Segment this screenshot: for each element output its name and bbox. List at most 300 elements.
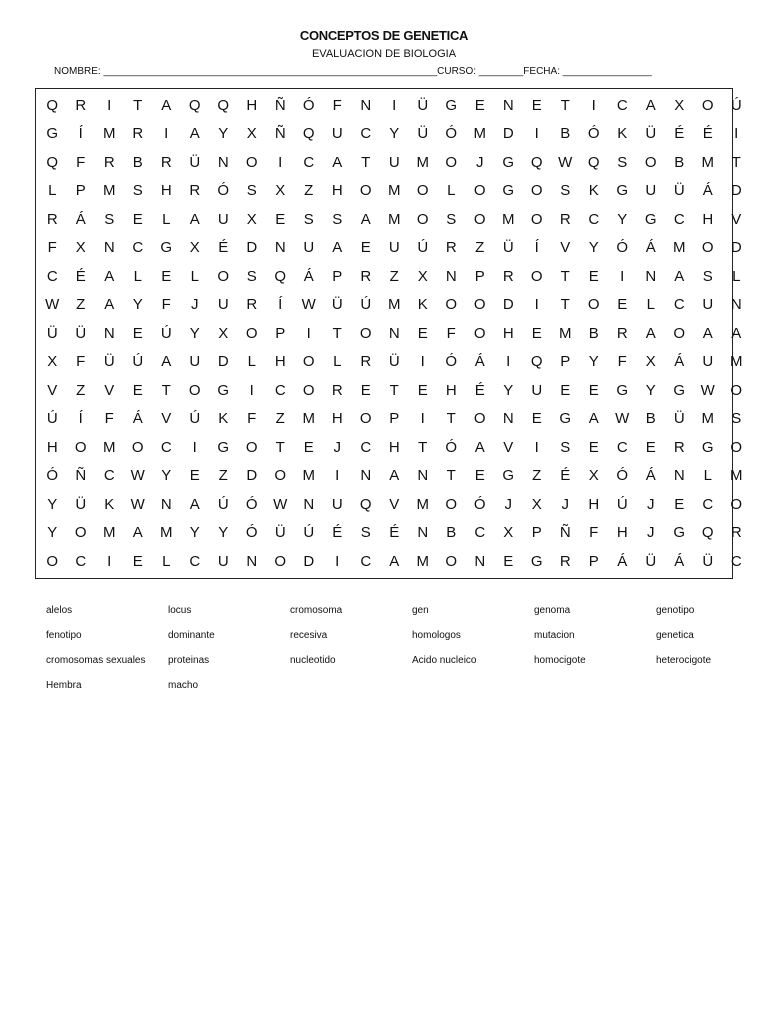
grid-letter[interactable]: O — [701, 239, 714, 257]
grid-letter[interactable]: C — [588, 210, 600, 228]
grid-letter[interactable]: J — [333, 438, 341, 456]
grid-letter[interactable]: Ú — [417, 239, 429, 257]
grid-letter[interactable]: M — [473, 125, 486, 143]
grid-letter[interactable]: N — [217, 153, 229, 171]
grid-letter[interactable]: Ó — [587, 125, 600, 143]
grid-letter[interactable]: R — [502, 267, 514, 285]
grid-letter[interactable]: H — [388, 438, 400, 456]
grid-letter[interactable]: M — [160, 524, 173, 542]
grid-letter[interactable]: X — [246, 125, 257, 143]
grid-letter[interactable]: C — [189, 552, 201, 570]
grid-letter[interactable]: Ü — [75, 324, 87, 342]
grid-letter[interactable]: Ü — [103, 353, 115, 371]
grid-letter[interactable]: N — [417, 524, 429, 542]
grid-letter[interactable]: A — [332, 239, 343, 257]
grid-letter[interactable]: C — [132, 239, 144, 257]
grid-letter[interactable]: Ú — [303, 524, 315, 542]
grid-letter[interactable]: M — [559, 324, 572, 342]
grid-letter[interactable]: G — [616, 381, 629, 399]
grid-letter[interactable]: M — [103, 438, 116, 456]
grid-letter[interactable]: Ü — [274, 524, 286, 542]
grid-letter[interactable]: Q — [274, 267, 287, 285]
grid-letter[interactable]: F — [332, 96, 342, 114]
grid-letter[interactable]: N — [388, 324, 400, 342]
grid-letter[interactable]: D — [303, 552, 315, 570]
grid-letter[interactable]: A — [645, 96, 656, 114]
grid-letter[interactable]: Ü — [645, 552, 657, 570]
grid-letter[interactable]: D — [502, 296, 514, 314]
grid-letter[interactable]: C — [360, 552, 372, 570]
grid-letter[interactable]: M — [730, 467, 743, 485]
grid-letter[interactable]: K — [104, 495, 115, 513]
grid-letter[interactable]: C — [616, 96, 628, 114]
grid-letter[interactable]: Ó — [245, 524, 258, 542]
grid-letter[interactable]: H — [588, 495, 600, 513]
grid-letter[interactable]: K — [417, 296, 428, 314]
grid-letter[interactable]: C — [274, 381, 286, 399]
grid-letter[interactable]: M — [103, 524, 116, 542]
grid-letter[interactable]: A — [474, 438, 485, 456]
grid-letter[interactable]: Ú — [616, 495, 628, 513]
grid-letter[interactable]: C — [702, 495, 714, 513]
grid-letter[interactable]: H — [502, 324, 514, 342]
grid-letter[interactable]: O — [730, 438, 743, 456]
grid-letter[interactable]: Á — [75, 210, 86, 228]
grid-letter[interactable]: M — [388, 182, 401, 200]
grid-letter[interactable]: E — [132, 210, 143, 228]
grid-letter[interactable]: O — [416, 210, 429, 228]
grid-letter[interactable]: A — [674, 267, 685, 285]
grid-letter[interactable]: D — [217, 353, 229, 371]
grid-letter[interactable]: H — [160, 182, 172, 200]
grid-letter[interactable]: Ü — [46, 324, 58, 342]
grid-letter[interactable]: H — [274, 353, 286, 371]
grid-letter[interactable]: P — [474, 267, 485, 285]
grid-letter[interactable]: O — [217, 267, 230, 285]
grid-letter[interactable]: Q — [46, 153, 59, 171]
grid-letter[interactable]: Ñ — [274, 96, 286, 114]
grid-letter[interactable]: H — [331, 410, 343, 428]
grid-letter[interactable]: R — [360, 353, 372, 371]
grid-letter[interactable]: H — [246, 96, 258, 114]
grid-letter[interactable]: Ó — [445, 438, 458, 456]
grid-letter[interactable]: F — [161, 296, 171, 314]
grid-letter[interactable]: L — [333, 353, 342, 371]
grid-letter[interactable]: Z — [304, 182, 314, 200]
grid-letter[interactable]: B — [132, 153, 143, 171]
grid-letter[interactable]: E — [417, 324, 428, 342]
grid-letter[interactable]: F — [47, 239, 57, 257]
grid-letter[interactable]: Ü — [673, 182, 685, 200]
grid-letter[interactable]: Á — [617, 552, 628, 570]
grid-letter[interactable]: E — [474, 467, 485, 485]
grid-letter[interactable]: Ü — [417, 125, 429, 143]
grid-letter[interactable]: Ü — [645, 125, 657, 143]
grid-letter[interactable]: Z — [76, 381, 86, 399]
grid-letter[interactable]: Q — [701, 524, 714, 542]
grid-letter[interactable]: Ú — [160, 324, 172, 342]
grid-letter[interactable]: V — [503, 438, 514, 456]
grid-letter[interactable]: S — [702, 267, 713, 285]
grid-letter[interactable]: N — [246, 552, 258, 570]
grid-letter[interactable]: E — [531, 96, 542, 114]
grid-letter[interactable]: J — [504, 495, 512, 513]
grid-letter[interactable]: A — [161, 353, 172, 371]
grid-letter[interactable]: M — [103, 182, 116, 200]
grid-letter[interactable]: I — [534, 296, 539, 314]
grid-letter[interactable]: W — [45, 296, 60, 314]
grid-letter[interactable]: Á — [674, 353, 685, 371]
grid-letter[interactable]: F — [446, 324, 456, 342]
grid-letter[interactable]: Á — [702, 182, 713, 200]
grid-letter[interactable]: G — [673, 381, 686, 399]
grid-letter[interactable]: K — [588, 182, 599, 200]
grid-letter[interactable]: X — [218, 324, 229, 342]
grid-letter[interactable]: Ü — [673, 410, 685, 428]
grid-letter[interactable]: R — [730, 524, 742, 542]
grid-letter[interactable]: P — [332, 267, 343, 285]
grid-letter[interactable]: I — [278, 153, 283, 171]
grid-letter[interactable]: O — [473, 296, 486, 314]
grid-letter[interactable]: T — [418, 438, 428, 456]
grid-letter[interactable]: E — [531, 324, 542, 342]
grid-letter[interactable]: Z — [218, 467, 228, 485]
grid-letter[interactable]: M — [416, 153, 429, 171]
grid-letter[interactable]: Ó — [46, 467, 59, 485]
grid-letter[interactable]: Q — [587, 153, 600, 171]
grid-letter[interactable]: M — [502, 210, 515, 228]
grid-letter[interactable]: M — [701, 153, 714, 171]
grid-letter[interactable]: G — [559, 410, 572, 428]
grid-letter[interactable]: B — [560, 125, 571, 143]
grid-letter[interactable]: J — [647, 524, 655, 542]
grid-letter[interactable]: U — [189, 353, 201, 371]
grid-letter[interactable]: O — [274, 467, 287, 485]
grid-letter[interactable]: K — [218, 410, 229, 428]
grid-letter[interactable]: A — [332, 153, 343, 171]
grid-letter[interactable]: E — [132, 381, 143, 399]
grid-letter[interactable]: O — [359, 410, 372, 428]
grid-letter[interactable]: A — [360, 210, 371, 228]
grid-letter[interactable]: N — [502, 410, 514, 428]
grid-letter[interactable]: G — [217, 438, 230, 456]
grid-letter[interactable]: U — [303, 239, 315, 257]
grid-letter[interactable]: N — [502, 96, 514, 114]
grid-letter[interactable]: Q — [530, 353, 543, 371]
grid-letter[interactable]: E — [617, 296, 628, 314]
grid-letter[interactable]: V — [731, 210, 742, 228]
grid-letter[interactable]: Ó — [302, 96, 315, 114]
grid-letter[interactable]: E — [417, 381, 428, 399]
grid-letter[interactable]: A — [161, 96, 172, 114]
grid-letter[interactable]: Ó — [473, 495, 486, 513]
grid-letter[interactable]: É — [332, 524, 343, 542]
grid-letter[interactable]: O — [445, 153, 458, 171]
grid-letter[interactable]: F — [104, 410, 114, 428]
grid-letter[interactable]: S — [246, 182, 257, 200]
grid-letter[interactable]: T — [560, 96, 570, 114]
grid-letter[interactable]: X — [674, 96, 685, 114]
grid-letter[interactable]: C — [303, 153, 315, 171]
grid-letter[interactable]: C — [75, 552, 87, 570]
grid-letter[interactable]: É — [218, 239, 229, 257]
grid-letter[interactable]: H — [46, 438, 58, 456]
grid-letter[interactable]: Í — [278, 296, 283, 314]
grid-letter[interactable]: O — [188, 381, 201, 399]
grid-letter[interactable]: U — [331, 125, 343, 143]
grid-letter[interactable]: L — [247, 353, 256, 371]
grid-letter[interactable]: G — [673, 524, 686, 542]
grid-letter[interactable]: S — [246, 267, 257, 285]
grid-letter[interactable]: Ú — [132, 353, 144, 371]
grid-letter[interactable]: O — [730, 381, 743, 399]
grid-letter[interactable]: N — [303, 495, 315, 513]
grid-letter[interactable]: N — [645, 267, 657, 285]
grid-letter[interactable]: I — [107, 552, 112, 570]
grid-letter[interactable]: I — [335, 467, 340, 485]
grid-letter[interactable]: C — [730, 552, 742, 570]
grid-letter[interactable]: Á — [303, 267, 314, 285]
grid-letter[interactable]: X — [645, 353, 656, 371]
grid-letter[interactable]: Ú — [217, 495, 229, 513]
grid-letter[interactable]: O — [245, 438, 258, 456]
grid-letter[interactable]: E — [189, 467, 200, 485]
grid-letter[interactable]: G — [46, 125, 59, 143]
grid-letter[interactable]: O — [302, 381, 315, 399]
grid-letter[interactable]: T — [361, 153, 371, 171]
grid-letter[interactable]: D — [502, 125, 514, 143]
grid-letter[interactable]: Ú — [189, 410, 201, 428]
grid-letter[interactable]: Ó — [245, 495, 258, 513]
grid-letter[interactable]: T — [560, 267, 570, 285]
grid-letter[interactable]: I — [734, 125, 739, 143]
grid-letter[interactable]: Ñ — [274, 125, 286, 143]
grid-letter[interactable]: T — [560, 296, 570, 314]
grid-letter[interactable]: Á — [474, 353, 485, 371]
grid-letter[interactable]: E — [132, 552, 143, 570]
grid-letter[interactable]: X — [47, 353, 58, 371]
grid-letter[interactable]: L — [703, 467, 712, 485]
grid-letter[interactable]: F — [589, 524, 599, 542]
grid-letter[interactable]: P — [75, 182, 86, 200]
grid-letter[interactable]: T — [133, 96, 143, 114]
grid-letter[interactable]: O — [416, 182, 429, 200]
grid-letter[interactable]: W — [130, 467, 145, 485]
grid-letter[interactable]: U — [331, 495, 343, 513]
grid-letter[interactable]: Ú — [360, 296, 372, 314]
grid-letter[interactable]: S — [731, 410, 742, 428]
grid-letter[interactable]: A — [104, 267, 115, 285]
grid-letter[interactable]: O — [359, 182, 372, 200]
grid-letter[interactable]: O — [644, 153, 657, 171]
grid-letter[interactable]: O — [74, 524, 87, 542]
grid-letter[interactable]: O — [530, 210, 543, 228]
grid-letter[interactable]: Í — [534, 239, 539, 257]
grid-letter[interactable]: X — [275, 182, 286, 200]
grid-letter[interactable]: Á — [645, 467, 656, 485]
grid-letter[interactable]: S — [560, 182, 571, 200]
grid-letter[interactable]: S — [332, 210, 343, 228]
grid-letter[interactable]: X — [75, 239, 86, 257]
grid-letter[interactable]: Á — [674, 552, 685, 570]
grid-letter[interactable]: I — [620, 267, 625, 285]
grid-letter[interactable]: O — [445, 495, 458, 513]
grid-letter[interactable]: Ü — [502, 239, 514, 257]
grid-letter[interactable]: N — [360, 467, 372, 485]
grid-letter[interactable]: Z — [532, 467, 542, 485]
grid-letter[interactable]: Í — [78, 125, 83, 143]
grid-letter[interactable]: R — [559, 210, 571, 228]
grid-letter[interactable]: É — [389, 524, 400, 542]
grid-letter[interactable]: O — [473, 182, 486, 200]
grid-letter[interactable]: A — [389, 467, 400, 485]
grid-letter[interactable]: C — [474, 524, 486, 542]
grid-letter[interactable]: A — [189, 125, 200, 143]
grid-letter[interactable]: O — [445, 552, 458, 570]
grid-letter[interactable]: L — [48, 182, 57, 200]
grid-letter[interactable]: J — [191, 296, 199, 314]
grid-letter[interactable]: O — [445, 296, 458, 314]
grid-letter[interactable]: N — [673, 467, 685, 485]
grid-letter[interactable]: E — [161, 267, 172, 285]
grid-letter[interactable]: Y — [132, 296, 143, 314]
grid-letter[interactable]: A — [189, 495, 200, 513]
grid-letter[interactable]: W — [301, 296, 316, 314]
grid-letter[interactable]: C — [360, 125, 372, 143]
grid-letter[interactable]: X — [189, 239, 200, 257]
grid-letter[interactable]: W — [273, 495, 288, 513]
grid-letter[interactable]: I — [306, 324, 311, 342]
grid-letter[interactable]: N — [360, 96, 372, 114]
grid-letter[interactable]: Ñ — [559, 524, 571, 542]
grid-letter[interactable]: Ó — [217, 182, 230, 200]
grid-letter[interactable]: O — [245, 153, 258, 171]
grid-letter[interactable]: I — [249, 381, 254, 399]
grid-letter[interactable]: S — [617, 153, 628, 171]
grid-letter[interactable]: O — [530, 182, 543, 200]
grid-letter[interactable]: Ú — [46, 410, 58, 428]
grid-letter[interactable]: G — [644, 210, 657, 228]
grid-letter[interactable]: Y — [503, 381, 514, 399]
grid-letter[interactable]: U — [388, 153, 400, 171]
grid-letter[interactable]: S — [104, 210, 115, 228]
grid-letter[interactable]: T — [446, 410, 456, 428]
grid-letter[interactable]: G — [616, 182, 629, 200]
grid-letter[interactable]: E — [360, 381, 371, 399]
grid-letter[interactable]: F — [76, 153, 86, 171]
grid-letter[interactable]: O — [245, 324, 258, 342]
grid-letter[interactable]: W — [130, 495, 145, 513]
grid-letter[interactable]: X — [417, 267, 428, 285]
grid-letter[interactable]: E — [588, 381, 599, 399]
grid-letter[interactable]: Y — [189, 324, 200, 342]
grid-letter[interactable]: A — [588, 410, 599, 428]
grid-letter[interactable]: I — [591, 96, 596, 114]
grid-letter[interactable]: M — [388, 210, 401, 228]
grid-letter[interactable]: U — [217, 296, 229, 314]
grid-letter[interactable]: Ó — [616, 239, 629, 257]
grid-letter[interactable]: S — [360, 524, 371, 542]
grid-letter[interactable]: M — [416, 552, 429, 570]
grid-letter[interactable]: N — [160, 495, 172, 513]
grid-letter[interactable]: M — [673, 239, 686, 257]
grid-letter[interactable]: O — [701, 96, 714, 114]
grid-letter[interactable]: G — [445, 96, 458, 114]
grid-letter[interactable]: Z — [76, 296, 86, 314]
grid-letter[interactable]: U — [531, 381, 543, 399]
grid-letter[interactable]: U — [702, 296, 714, 314]
grid-letter[interactable]: T — [731, 153, 741, 171]
grid-letter[interactable]: Y — [645, 381, 656, 399]
grid-letter[interactable]: O — [730, 495, 743, 513]
grid-letter[interactable]: É — [75, 267, 86, 285]
grid-letter[interactable]: Ó — [445, 125, 458, 143]
grid-letter[interactable]: M — [701, 410, 714, 428]
grid-letter[interactable]: A — [389, 552, 400, 570]
grid-letter[interactable]: N — [103, 239, 115, 257]
grid-letter[interactable]: L — [133, 267, 142, 285]
grid-letter[interactable]: R — [559, 552, 571, 570]
grid-letter[interactable]: C — [46, 267, 58, 285]
grid-letter[interactable]: Q — [188, 96, 201, 114]
grid-letter[interactable]: Y — [218, 524, 229, 542]
grid-letter[interactable]: P — [588, 552, 599, 570]
grid-letter[interactable]: Ú — [730, 96, 742, 114]
grid-letter[interactable]: Ü — [417, 96, 429, 114]
grid-letter[interactable]: I — [506, 353, 511, 371]
grid-letter[interactable]: Y — [588, 239, 599, 257]
grid-letter[interactable]: O — [473, 410, 486, 428]
grid-letter[interactable]: F — [247, 410, 257, 428]
grid-letter[interactable]: R — [75, 96, 87, 114]
grid-letter[interactable]: Z — [475, 239, 485, 257]
grid-letter[interactable]: Ñ — [75, 467, 87, 485]
grid-letter[interactable]: R — [46, 210, 58, 228]
grid-letter[interactable]: Y — [617, 210, 628, 228]
grid-letter[interactable]: Y — [161, 467, 172, 485]
grid-letter[interactable]: M — [730, 353, 743, 371]
grid-letter[interactable]: A — [132, 524, 143, 542]
grid-letter[interactable]: Á — [132, 410, 143, 428]
grid-letter[interactable]: X — [246, 210, 257, 228]
grid-letter[interactable]: C — [673, 210, 685, 228]
grid-letter[interactable]: C — [160, 438, 172, 456]
grid-letter[interactable]: M — [103, 125, 116, 143]
grid-letter[interactable]: P — [560, 353, 571, 371]
grid-letter[interactable]: Y — [189, 524, 200, 542]
grid-letter[interactable]: L — [447, 182, 456, 200]
grid-letter[interactable]: N — [417, 467, 429, 485]
grid-letter[interactable]: Í — [78, 410, 83, 428]
grid-letter[interactable]: Y — [588, 353, 599, 371]
grid-letter[interactable]: Ó — [616, 467, 629, 485]
grid-letter[interactable]: O — [74, 438, 87, 456]
grid-letter[interactable]: O — [530, 267, 543, 285]
grid-letter[interactable]: E — [588, 267, 599, 285]
grid-letter[interactable]: O — [473, 210, 486, 228]
grid-letter[interactable]: Z — [275, 410, 285, 428]
grid-letter[interactable]: A — [645, 324, 656, 342]
grid-letter[interactable]: Ó — [445, 353, 458, 371]
grid-letter[interactable]: E — [132, 324, 143, 342]
grid-letter[interactable]: H — [702, 210, 714, 228]
grid-letter[interactable]: S — [446, 210, 457, 228]
grid-letter[interactable]: H — [331, 182, 343, 200]
grid-letter[interactable]: É — [474, 381, 485, 399]
grid-letter[interactable]: P — [531, 524, 542, 542]
grid-letter[interactable]: V — [560, 239, 571, 257]
grid-letter[interactable]: I — [534, 125, 539, 143]
